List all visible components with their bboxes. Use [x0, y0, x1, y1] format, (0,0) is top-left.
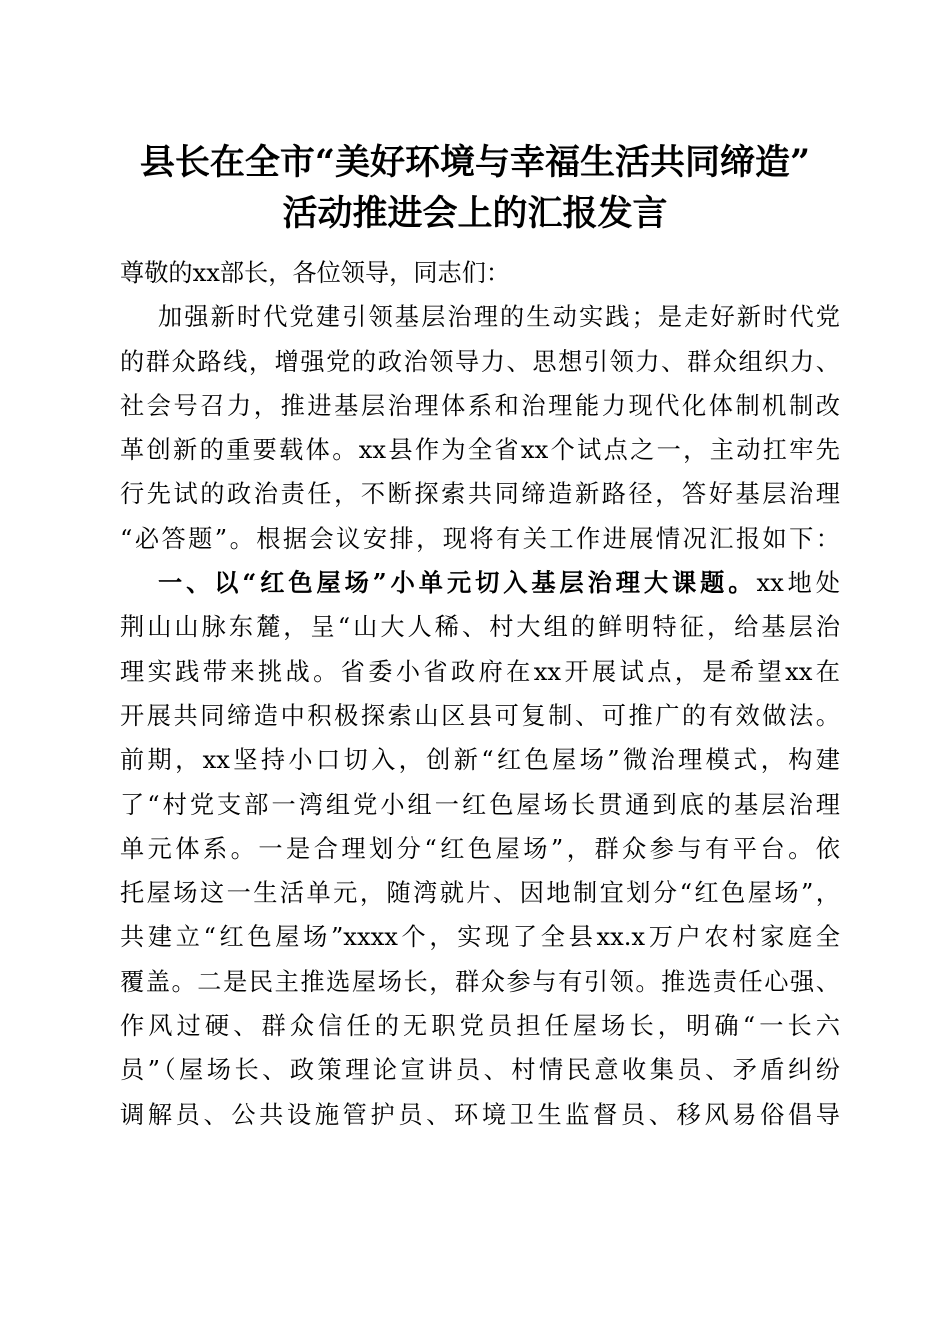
document-title-line-1: 县长在全市“美好环境与幸福生活共同缔造” — [139, 142, 811, 183]
paragraph-line: 作风过硬、群众信任的无职党员担任屋场长，明确“一长六 — [120, 1012, 840, 1041]
salutation: 尊敬的xx部长，各位领导，同志们： — [120, 259, 511, 287]
section-line — [120, 561, 840, 605]
section-heading: 一、以“红色屋场”小单元切入基层治理大课题。 — [158, 568, 757, 598]
document-title-line-2: 活动推进会上的汇报发言 — [282, 193, 668, 234]
paragraph-line: 覆盖。二是民主推选屋场长，群众参与有引领。推选责任心强、 — [120, 967, 840, 996]
paragraph-line: 加强新时代党建引领基层治理的生动实践；是走好新时代党 — [158, 303, 840, 332]
paragraph-line: 行先试的政治责任，不断探索共同缔造新路径，答好基层治理 — [120, 480, 840, 509]
paragraph-line: 革创新的重要载体。xx县作为全省xx个试点之一，主动扛牢先 — [120, 436, 840, 465]
paragraph-line: 的群众路线，增强党的政治领导力、思想引领力、群众组织力、 — [120, 347, 840, 376]
paragraph-line: 员”（屋场长、政策理论宣讲员、村情民意收集员、矛盾纠纷 — [120, 1056, 840, 1085]
paragraph-line: 荆山山脉东麓，呈“山大人稀、村大组的鲜明特征，给基层治 — [120, 613, 840, 642]
paragraph-line: 前期，xx坚持小口切入，创新“红色屋场”微治理模式，构建 — [120, 746, 840, 775]
paragraph-line: 理实践带来挑战。省委小省政府在xx开展试点，是希望xx在 — [120, 657, 840, 686]
paragraph-line: 单元体系。一是合理划分“红色屋场”，群众参与有平台。依 — [120, 834, 840, 863]
paragraph-line: 了“村党支部一湾组党小组一红色屋场长贯通到底的基层治理 — [120, 790, 840, 819]
paragraph-line: 调解员、公共设施管护员、环境卫生监督员、移风易俗倡导 — [120, 1100, 840, 1129]
paragraph-line: 共建立“红色屋场”xxxx个，实现了全县xx.x万户农村家庭全 — [120, 923, 840, 952]
paragraph-line: 开展共同缔造中积极探索山区县可复制、可推广的有效做法。 — [120, 701, 840, 730]
paragraph-line: 托屋场这一生活单元，随湾就片、因地制宜划分“红色屋场”， — [120, 879, 840, 908]
section-text: xx地处 — [756, 569, 840, 598]
document-body — [120, 251, 840, 1137]
paragraph-line: 社会号召力，推进基层治理体系和治理能力现代化体制机制改 — [120, 391, 840, 420]
paragraph-line: “必答题”。根据会议安排，现将有关工作进展情况汇报如下： — [120, 524, 840, 553]
